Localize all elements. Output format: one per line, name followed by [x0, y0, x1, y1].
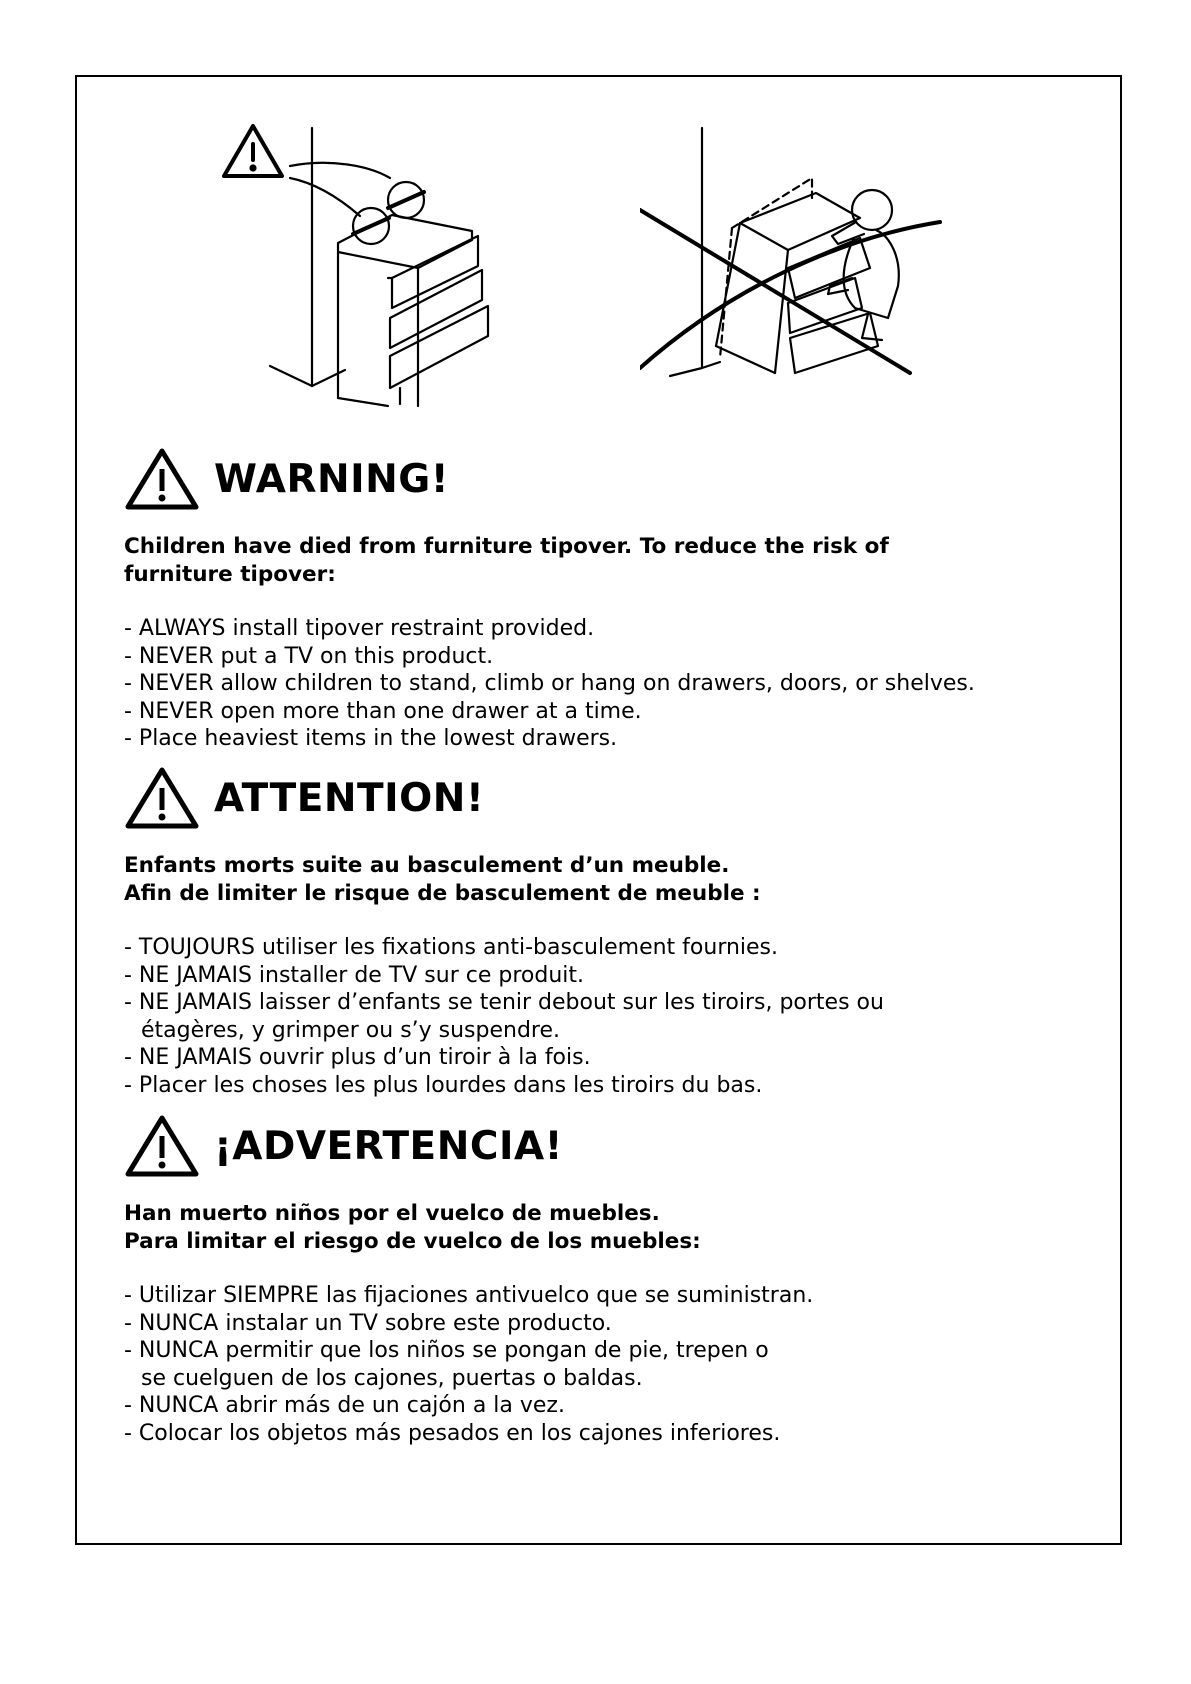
list-item: - NE JAMAIS laisser d’enfants se tenir debout sur les tiroirs, portes ou [124, 990, 884, 1015]
list-item: - NUNCA instalar un TV sobre este producto. [124, 1310, 612, 1336]
intro-line: Han muerto niños por el vuelco de muebles. [124, 1201, 660, 1226]
list-item: - Colocar los objetos más pesados en los cajones inferiores. [124, 1420, 781, 1446]
section-heading [124, 443, 1124, 515]
list-item: - TOUJOURS utiliser les fixations anti-basculement fournies. [124, 935, 779, 960]
safety-list [124, 934, 1124, 1099]
list-item: - Utilizar SIEMPRE las fijaciones antivuelco que se suministran. [124, 1283, 814, 1308]
safety-list [124, 1282, 1124, 1447]
list-item-continuation: étagères, y grimper ou s’y suspendre. [141, 1017, 561, 1043]
heading-title: ¡ADVERTENCIA! [214, 1123, 563, 1169]
warning-section-english [124, 443, 1124, 753]
warning-triangle-icon [224, 126, 282, 176]
section-heading [124, 1110, 1124, 1182]
list-item: - Placer les choses les plus lourdes dans les tiroirs du bas. [124, 1072, 763, 1098]
intro-text [124, 852, 1124, 908]
intro-line: Para limitar el riesgo de vuelco de los muebles: [124, 1229, 701, 1254]
intro-line: Enfants morts suite au basculement d’un meuble. [124, 853, 730, 878]
list-item: - Place heaviest items in the lowest drawers. [124, 726, 618, 751]
intro-line: Children have died from furniture tipover. To reduce the risk of [124, 534, 889, 559]
intro-text [124, 1200, 1124, 1256]
list-item: - NUNCA abrir más de un cajón a la vez. [124, 1393, 565, 1418]
intro-line: furniture tipover: [124, 562, 336, 587]
warning-triangle-icon [124, 447, 200, 511]
warning-triangle-icon [124, 1114, 200, 1178]
list-item: - NEVER open more than one drawer at a time. [124, 698, 642, 724]
section-heading [124, 762, 1124, 834]
list-item: - NE JAMAIS installer de TV sur ce produit. [124, 962, 585, 988]
heading-title: WARNING! [214, 456, 450, 502]
heading-title: ATTENTION! [214, 775, 485, 821]
list-item-continuation: se cuelguen de los cajones, puertas o baldas. [141, 1365, 643, 1391]
warning-section-french [124, 762, 1124, 1099]
warning-section-spanish [124, 1110, 1124, 1447]
dresser-anchored-illustration [220, 118, 540, 408]
list-item: - NE JAMAIS ouvrir plus d’un tiroir à la fois. [124, 1045, 591, 1070]
child-climbing-prohibited-illustration [640, 118, 970, 408]
list-item: - ALWAYS install tipover restraint provided. [124, 616, 595, 641]
list-item: - NEVER allow children to stand, climb or hang on drawers, doors, or shelves. [124, 671, 975, 696]
list-item: - NUNCA permitir que los niños se pongan de pie, trepen o [124, 1338, 769, 1363]
warning-triangle-icon [124, 766, 200, 830]
intro-text [124, 533, 1124, 589]
list-item: - NEVER put a TV on this product. [124, 643, 494, 669]
safety-list [124, 615, 1124, 753]
intro-line: Afin de limiter le risque de basculement de meuble : [124, 881, 761, 906]
